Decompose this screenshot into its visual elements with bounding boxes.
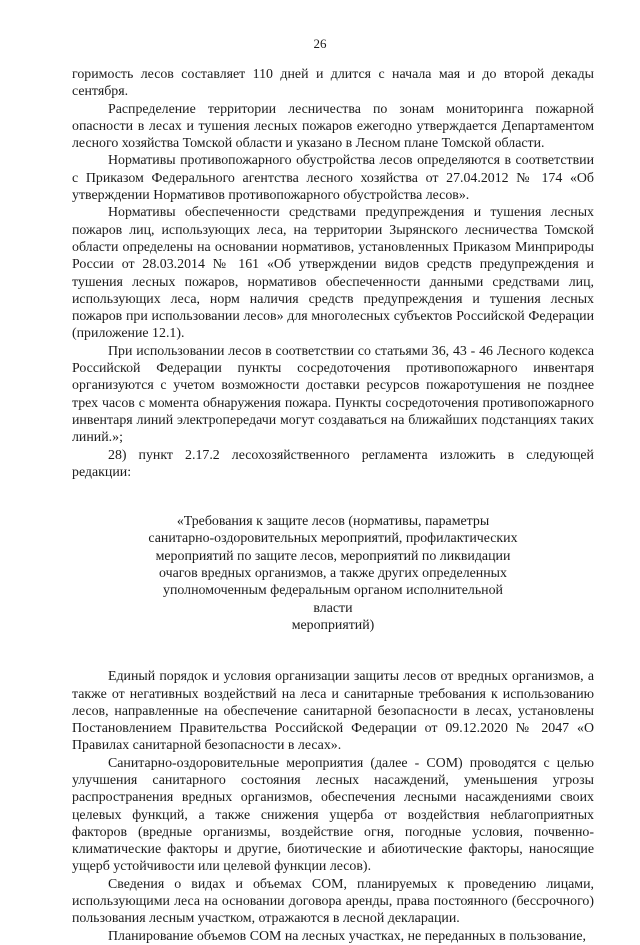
paragraph-inventory-points: При использовании лесов в соответствии со статьями 36, 43 - 46 Лесного кодекса Российской Федерации пункты сосредоточения противопожарного инвентаря организуются с учетом возможности доставки ресурсов пожаротушения не позднее трех часов с момента обнаружения пожара. Пункты сосредоточения противопожарного инвентаря линий электропередачи могут создаваться на ближайших подстанциях таких линий.»; <box>72 343 594 446</box>
paragraph-item-28: 28) пункт 2.17.2 лесохозяйственного регламента изложить в следующей редакции: <box>72 447 594 480</box>
section-heading-line: очагов вредных организмов, а также других определенных <box>159 566 507 582</box>
paragraph-som-definition: Санитарно-оздоровительные мероприятия (далее - СОМ) проводятся с целью улучшения санитарного состояния лесных насаждений, уменьшения угрозы распространения вредных организмов, обеспечения лесными насаждениями своих целевых функций, а также снижения ущерба от воздействия неблагоприятных факторов (вредные организмы, воздействие огня, погодные условия, почвенно-климатические факторы и другие, биотические и абиотические факторы, наносящие ущерб устойчивости или целевой функции лесов). <box>72 755 594 875</box>
section-heading <box>72 513 594 634</box>
paragraph-equipment-norms: Нормативы обеспеченности средствами предупреждения и тушения лесных пожаров лиц, использующих леса, на территории Зырянского лесничества Томской области определены на основании нормативов, установленных Приказом Минприроды России от 28.03.2014 № 161 «Об утверждении видов средств предупреждения и тушения лесных пожаров, нормативов обеспеченности данными средствами лиц, использующих леса, норм наличия средств предупреждения и тушения лесных пожаров при использовании лесов» для многолесных субъектов Российской Федерации (приложение 12.1). <box>72 205 594 342</box>
paragraph-sanitary-rules: Единый порядок и условия организации защиты лесов от вредных организмов, а также от негативных воздействий на леса и санитарные требования к использованию лесов, направленные на обеспечение санитарной безопасности в лесах, установлены Постановлением Правительства Российской Федерации от 09.12.2020 № 2047 «О Правилах санитарной безопасности в лесах». <box>72 669 594 754</box>
section-heading-line: мероприятий по защите лесов, мероприятий по ликвидации <box>155 548 511 564</box>
paragraph-som-declaration: Сведения о видах и объемах СОМ, планируемых к проведению лицами, использующими леса на основании договора аренды, права постоянного (бессрочного) пользования лесным участком, отражаются в лесной декларации. <box>72 876 594 927</box>
section-heading-line: «Требования к защите лесов (нормативы, параметры <box>176 514 490 530</box>
section-heading-line: мероприятий) <box>291 617 375 633</box>
paragraph-fire-prevention-norms: Нормативы противопожарного обустройства лесов определяются в соответствии с Приказом Федерального агентства лесного хозяйства от 27.04.2012 № 174 «Об утверждении Нормативов противопожарного обустройства лесов». <box>72 153 594 204</box>
section-heading-line: уполномоченным федеральным органом исполнительной власти <box>163 583 503 616</box>
paragraph-fire-season: горимость лесов составляет 110 дней и длится с начала мая и до второй декады сентября. <box>72 67 594 100</box>
document-body <box>72 66 594 945</box>
section-heading-line: санитарно-оздоровительных мероприятий, профилактических <box>148 531 518 547</box>
page-number: 26 <box>313 36 327 51</box>
paragraph-monitoring-zones: Распределение территории лесничества по зонам мониторинга пожарной опасности в лесах и тушения лесных пожаров ежегодно утверждается Департаментом лесного хозяйства Томской области и указано в Лесном плане Томской области. <box>72 101 594 152</box>
paragraph-som-planning: Планирование объемов СОМ на лесных участках, не переданных в пользование, <box>108 928 586 944</box>
